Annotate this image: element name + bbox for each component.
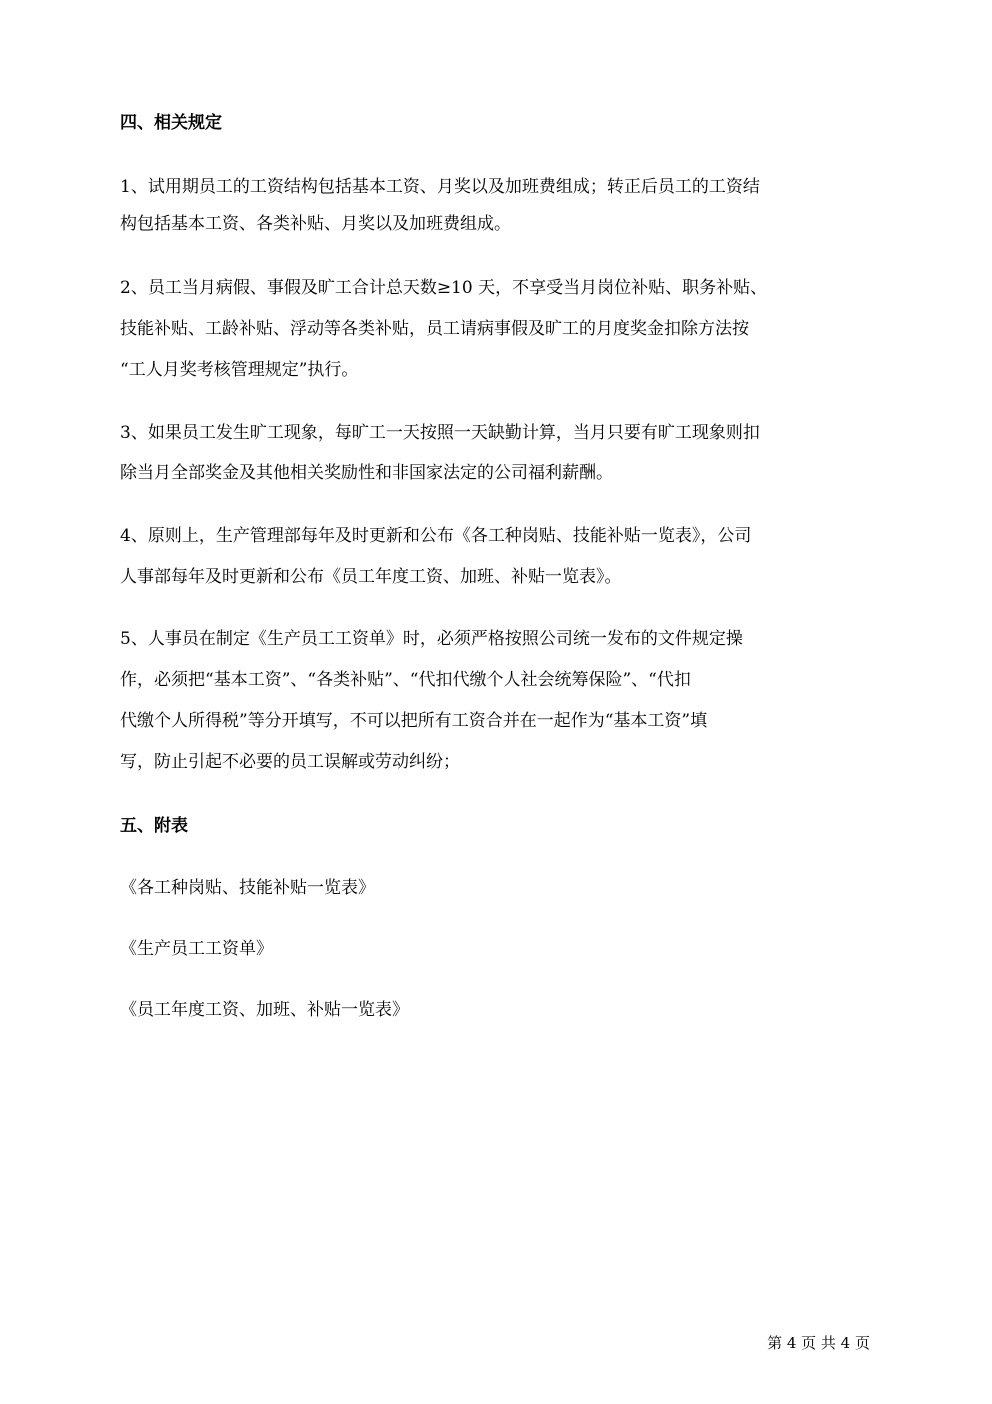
rule-2-line-1: 2、员工当月病假、事假及旷工合计总天数≥10 天，不享受当月岗位补贴、职务补贴、 — [120, 278, 768, 298]
rule-5-line-3: 代缴个人所得税”等分开填写，不可以把所有工资合并在一起作为“基本工资”填 — [120, 711, 708, 731]
rule-5-line-1: 5、人事员在制定《生产员工工资单》时，必须严格按照公司统一发布的文件规定操 — [120, 629, 743, 649]
rule-1-line-2: 构包括基本工资、各类补贴、月奖以及加班费组成。 — [120, 214, 511, 234]
rule-5-line-2: 作，必须把“基本工资”、“各类补贴”、“代扣代缴个人社会统筹保险”、“代扣 — [120, 670, 691, 690]
appendix-item: 《员工年度工资、加班、补贴一览表》 — [120, 1000, 409, 1020]
rule-5-line-4: 写，防止引起不必要的员工误解或劳动纠纷； — [120, 752, 460, 772]
rule-2-line-2: 技能补贴、工龄补贴、浮动等各类补贴，员工请病事假及旷工的月度奖金扣除方法按 — [120, 319, 749, 339]
page-number: 第 4 页 共 4 页 — [767, 1334, 870, 1352]
rule-3-line-1: 3、如果员工发生旷工现象，每旷工一天按照一天缺勤计算，当月只要有旷工现象则扣 — [120, 423, 760, 443]
rule-1-line-1: 1、试用期员工的工资结构包括基本工资、月奖以及加班费组成；转正后员工的工资结 — [120, 177, 760, 197]
section-5-heading: 五、附表 — [120, 816, 188, 836]
rule-4-line-2: 人事部每年及时更新和公布《员工年度工资、加班、补贴一览表》。 — [120, 567, 622, 587]
appendix-item: 《生产员工工资单》 — [120, 939, 273, 959]
rule-4-line-1: 4、原则上，生产管理部每年及时更新和公布《各工种岗贴、技能补贴一览表》，公司 — [120, 526, 752, 546]
appendix-item: 《各工种岗贴、技能补贴一览表》 — [120, 878, 375, 898]
rule-3-line-2: 除当月全部奖金及其他相关奖励性和非国家法定的公司福利薪酬。 — [120, 463, 613, 483]
rule-2-line-3: “工人月奖考核管理规定”执行。 — [120, 360, 359, 380]
section-4-heading: 四、相关规定 — [120, 113, 222, 133]
